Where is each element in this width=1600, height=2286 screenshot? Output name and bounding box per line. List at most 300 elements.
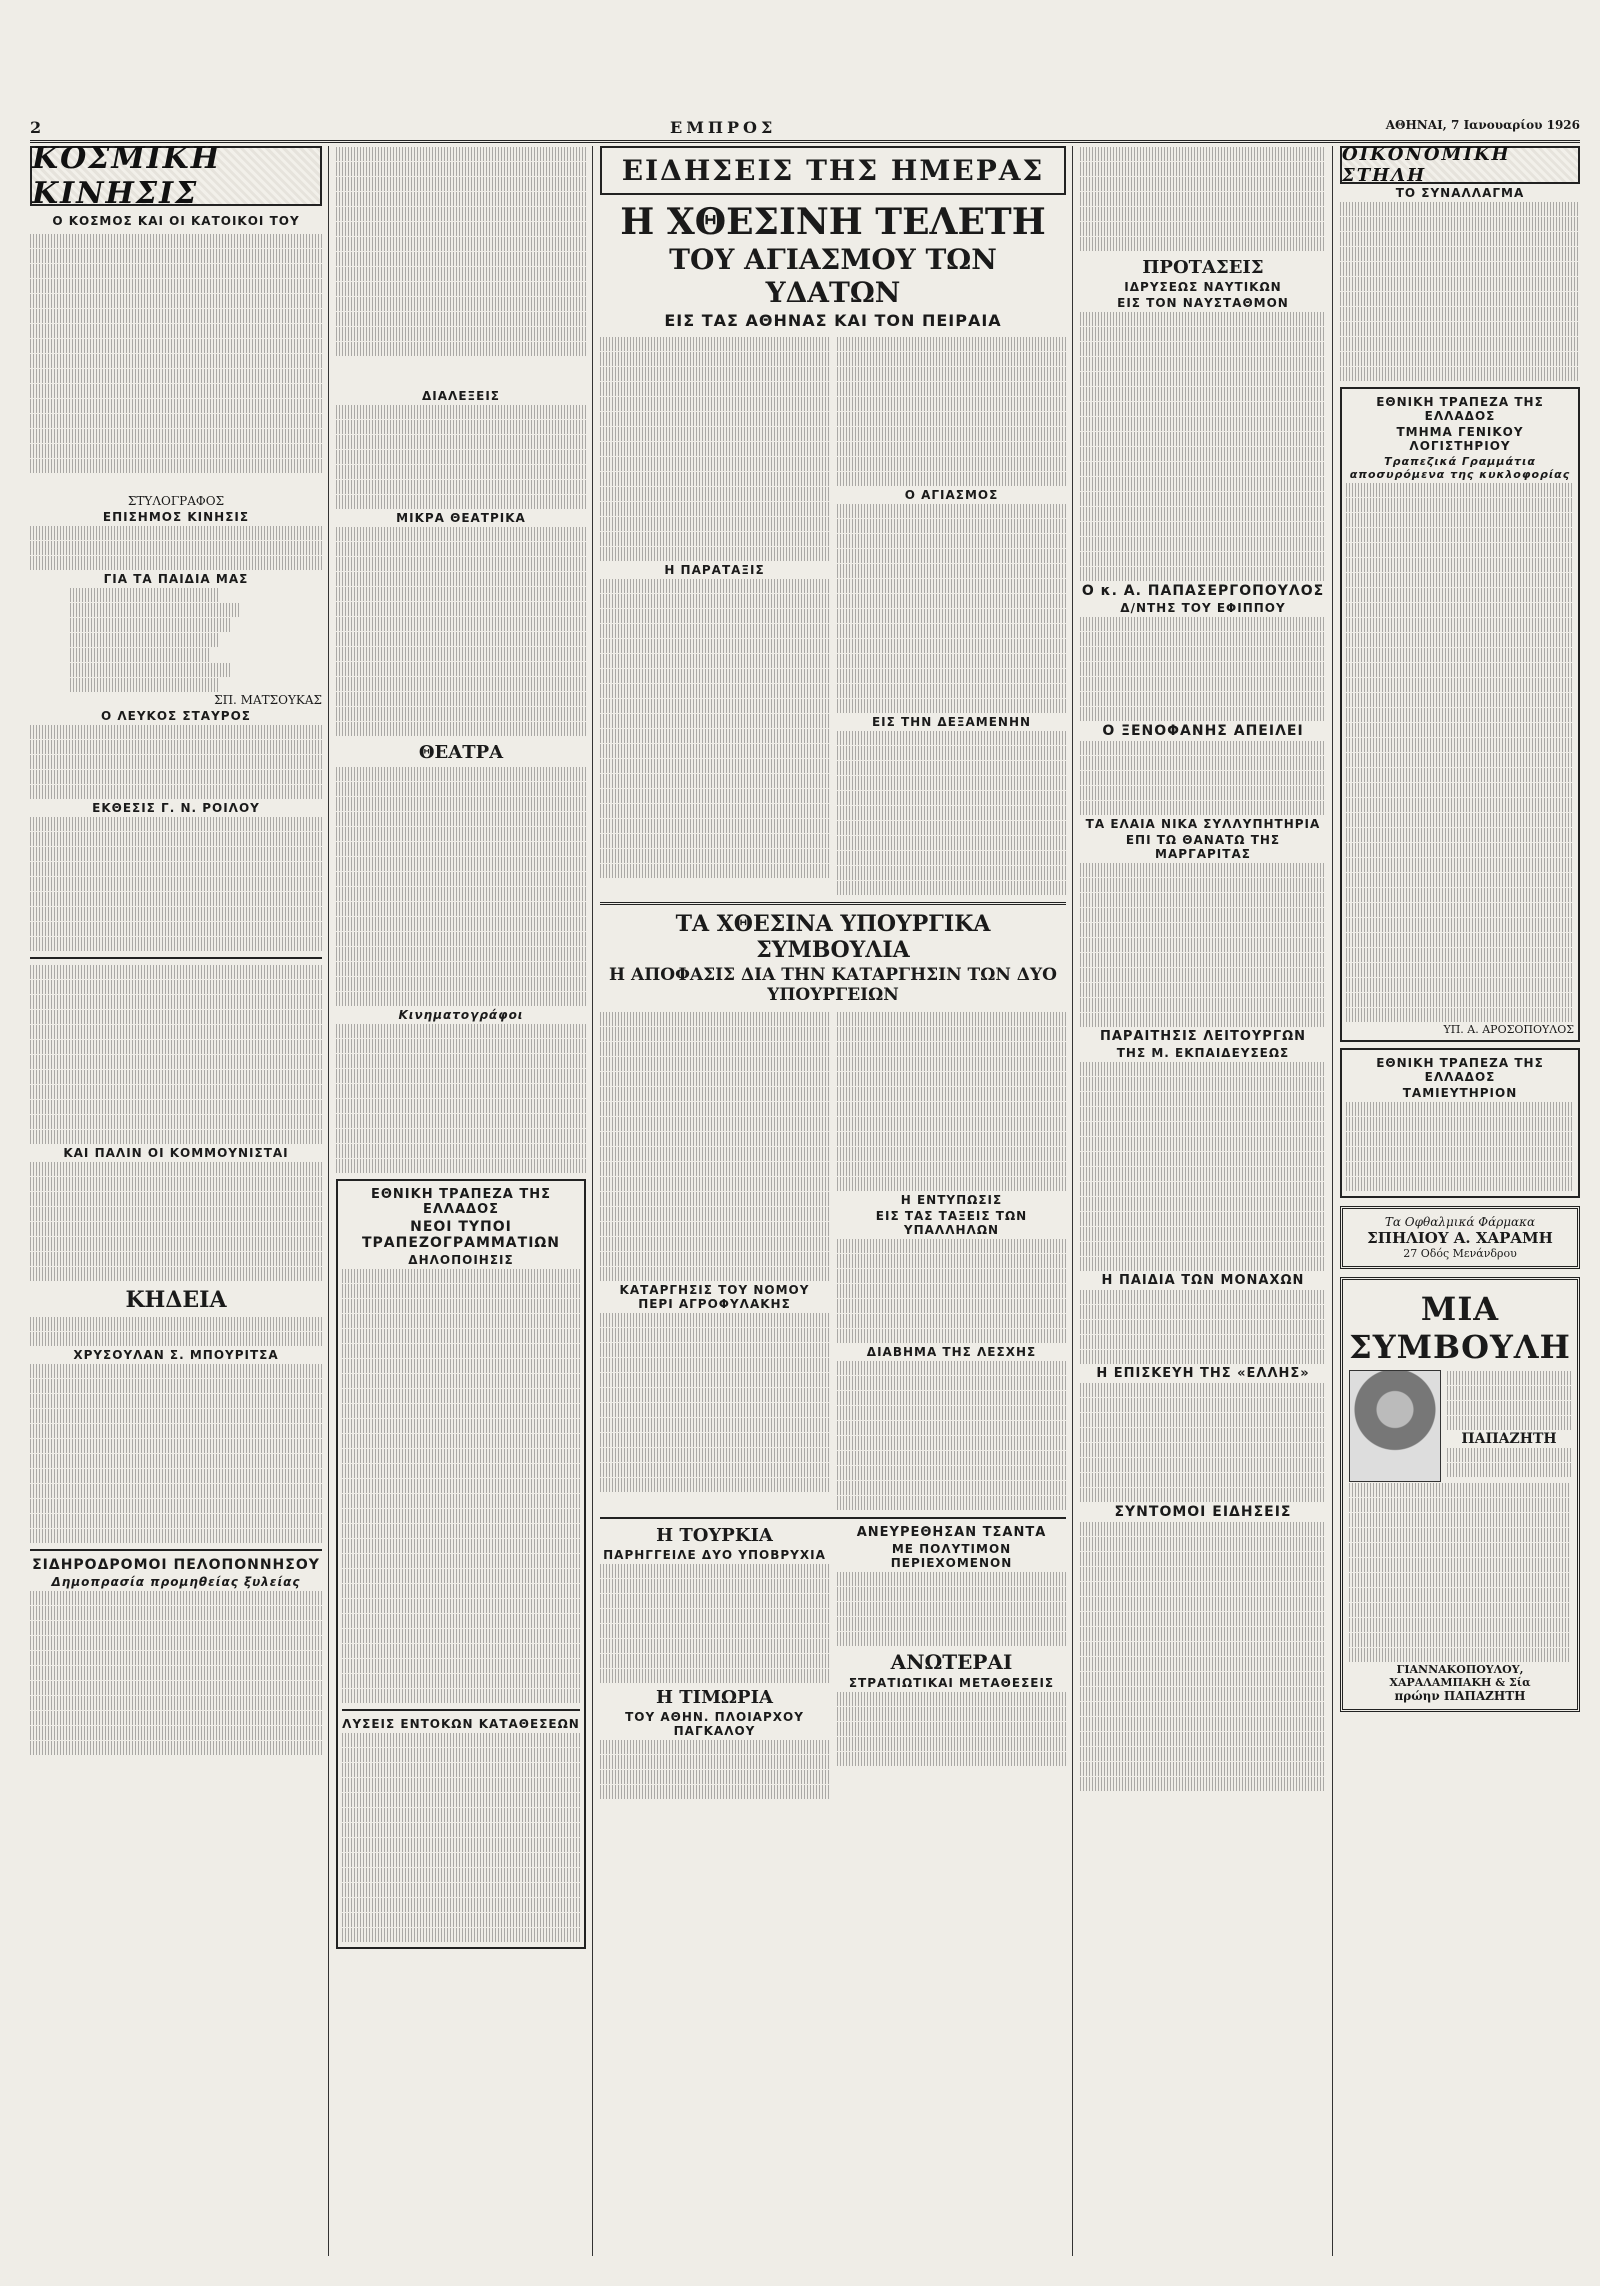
- text-line: [837, 1451, 1066, 1465]
- text-line: [336, 147, 586, 161]
- text-line: [30, 1085, 322, 1099]
- page-header: [30, 118, 1580, 143]
- text-line: [1080, 462, 1326, 476]
- text-line: [1346, 753, 1574, 767]
- signature: ΣΠ. ΜΑΤΣΟΥΚΑΣ: [214, 693, 322, 707]
- text-line: [336, 1069, 586, 1083]
- text-line: [1346, 768, 1574, 782]
- text-line: [600, 1418, 829, 1432]
- text-line: [1346, 588, 1574, 602]
- text-line: [600, 367, 829, 381]
- text-line: [1349, 1573, 1571, 1587]
- ad-line: ΓΙΑΝΝΑΚΟΠΟΥΛΟΥ, ΧΑΡΑΛΑΜΠΑΚΗ & Σία: [1389, 1663, 1531, 1689]
- text-line: [1080, 357, 1326, 371]
- text-line: [600, 1639, 829, 1653]
- text-line: [600, 1162, 829, 1176]
- text-line: [600, 774, 829, 788]
- text-line: [1080, 552, 1326, 566]
- text-line: [342, 1434, 580, 1448]
- text-line: [1080, 953, 1326, 967]
- column-5: [1340, 146, 1580, 2256]
- text-line: [1080, 1398, 1326, 1412]
- text-line: [837, 639, 1066, 653]
- text-line: [1080, 1227, 1326, 1241]
- text-line: [30, 1651, 322, 1665]
- text-line: [336, 767, 586, 781]
- text-line: [30, 1207, 322, 1221]
- text-line: [837, 654, 1066, 668]
- text-line: [1340, 232, 1580, 246]
- text-line: [1346, 873, 1574, 887]
- text-line: [837, 1602, 1066, 1616]
- text-line: [600, 1328, 829, 1342]
- text-line: [600, 1012, 829, 1026]
- text-line: [342, 1808, 580, 1822]
- text-line: [30, 1666, 322, 1680]
- text-line: [837, 1496, 1066, 1510]
- text-line: [336, 662, 586, 676]
- text-line: [30, 234, 322, 248]
- text-line: [600, 1207, 829, 1221]
- text-line: [336, 450, 586, 464]
- text-line: [30, 1332, 322, 1346]
- text-line: [600, 759, 829, 773]
- text-line: [342, 1733, 580, 1747]
- section-heading: ΔΙΑΛΕΞΕΙΣ: [422, 389, 500, 403]
- text-line: [70, 663, 230, 677]
- text-line: [336, 722, 586, 736]
- text-line: [1346, 813, 1574, 827]
- text-line: [837, 382, 1066, 396]
- text-line: [1080, 1732, 1326, 1746]
- text-line: [837, 1027, 1066, 1041]
- text-line: [1080, 192, 1326, 206]
- text-line: [1080, 1488, 1326, 1502]
- text-line: [1346, 1008, 1574, 1022]
- text-line: [600, 1343, 829, 1357]
- text-line: [600, 472, 829, 486]
- text-line: [1080, 923, 1326, 937]
- text-line: [1080, 1582, 1326, 1596]
- text-line: [600, 1192, 829, 1206]
- text-line: [837, 1481, 1066, 1495]
- text-line: [837, 1617, 1066, 1631]
- pharmacy-ad: [1340, 1206, 1580, 1269]
- text-line: [1340, 307, 1580, 321]
- text-line: [30, 740, 322, 754]
- text-line: [342, 1479, 580, 1493]
- text-line: [30, 995, 322, 1009]
- text-line: [336, 797, 586, 811]
- text-line: [1080, 1137, 1326, 1151]
- text-line: [70, 678, 220, 692]
- text-line: [336, 1159, 586, 1173]
- text-line: [30, 369, 322, 383]
- text-line: [1346, 513, 1574, 527]
- notice-title: ΕΘΝΙΚΗ ΤΡΑΠΕΖΑ ΤΗΣ ΕΛΛΑΔΟΣ: [371, 1187, 551, 1217]
- text-line: [1080, 938, 1326, 952]
- text-line: [336, 587, 586, 601]
- text-line: [837, 1117, 1066, 1131]
- text-line: [30, 1192, 322, 1206]
- text-line: [30, 980, 322, 994]
- text-line: [30, 1177, 322, 1191]
- section-heading: Ο ΛΕΥΚΟΣ ΣΤΑΥΡΟΣ: [101, 709, 251, 723]
- text-line: [1080, 477, 1326, 491]
- text-line: [1080, 741, 1326, 755]
- text-line: [30, 279, 322, 293]
- kideia-heading: ΚΗΔΕΙΑ: [125, 1287, 227, 1313]
- text-line: [1447, 1386, 1571, 1400]
- text-line: [342, 1883, 580, 1897]
- section-subheading: ΕΠΙ ΤΩ ΘΑΝΑΤΩ ΤΗΣ ΜΑΡΓΑΡΙΤΑΣ: [1125, 833, 1281, 861]
- section-heading: ΠΡΟΤΑΣΕΙΣ: [1142, 257, 1264, 278]
- article-subheadline: ΠΑΡΗΓΓΕΙΛΕ ΔΥΟ ΥΠΟΒΡΥΧΙΑ: [603, 1548, 826, 1562]
- text-line: [1447, 1416, 1571, 1430]
- text-line: [837, 806, 1066, 820]
- text-line: [1080, 1305, 1326, 1319]
- text-line: [30, 1162, 322, 1176]
- headline-second: ΤΟΥ ΑΓΙΑΣΜΟΥ ΤΩΝ ΥΔΑΤΩΝ: [669, 243, 997, 309]
- text-line: [600, 547, 829, 561]
- text-line: [1340, 277, 1580, 291]
- text-line: [336, 327, 586, 341]
- subheading: ΚΑΤΑΡΓΗΣΙΣ ΤΟΥ ΝΟΜΟΥ ΠΕΡΙ ΑΓΡΟΦΥΛΑΚΗΣ: [619, 1283, 810, 1311]
- article-text-block: [30, 234, 322, 494]
- text-line: [837, 504, 1066, 518]
- text-line: [30, 1454, 322, 1468]
- text-line: [1080, 507, 1326, 521]
- text-line: [336, 707, 586, 721]
- section-heading: ΠΑΡΑΙΤΗΣΙΣ ΛΕΙΤΟΥΡΓΩΝ: [1099, 1029, 1307, 1044]
- text-line: [336, 252, 586, 266]
- section-heading: Η ΕΠΙΣΚΕΥΗ ΤΗΣ «ΕΛΛΗΣ»: [1096, 1366, 1310, 1381]
- text-line: [30, 1317, 322, 1331]
- text-line: [1080, 908, 1326, 922]
- text-line: [1080, 1320, 1326, 1334]
- text-line: [30, 1529, 322, 1543]
- text-line: [837, 761, 1066, 775]
- text-line: [30, 1499, 322, 1513]
- text-line: [1340, 262, 1580, 276]
- text-line: [30, 264, 322, 278]
- text-line: [600, 352, 829, 366]
- text-line: [336, 947, 586, 961]
- center-section: [600, 146, 1066, 2256]
- text-line: [837, 791, 1066, 805]
- text-line: [1340, 217, 1580, 231]
- text-line: [600, 789, 829, 803]
- text-line: [30, 414, 322, 428]
- text-line: [600, 1785, 829, 1799]
- text-line: [837, 1329, 1066, 1343]
- text-line: [1346, 633, 1574, 647]
- text-line: [1080, 632, 1326, 646]
- text-line: [1080, 893, 1326, 907]
- notice-subtitle: ΤΜΗΜΑ ΓΕΝΙΚΟΥ ΛΟΓΙΣΤΗΡΙΟΥ: [1396, 425, 1524, 453]
- text-line: [336, 1054, 586, 1068]
- text-line: [1080, 1152, 1326, 1166]
- text-line: [600, 442, 829, 456]
- text-line: [1080, 1537, 1326, 1551]
- text-line: [837, 731, 1066, 745]
- text-line: [837, 412, 1066, 426]
- text-line: [342, 1853, 580, 1867]
- text-line: [837, 1587, 1066, 1601]
- text-line: [837, 1421, 1066, 1435]
- text-line: [30, 1591, 322, 1605]
- text-line: [600, 1624, 829, 1638]
- text-line: [837, 1239, 1066, 1253]
- text-line: [1447, 1448, 1571, 1462]
- notice-title: ΕΘΝΙΚΗ ΤΡΑΠΕΖΑ ΤΗΣ ΕΛΛΑΔΟΣ: [1376, 395, 1544, 423]
- text-line: [30, 354, 322, 368]
- text-line: [1349, 1543, 1571, 1557]
- text-line: [1080, 983, 1326, 997]
- text-line: [1346, 978, 1574, 992]
- text-line: [600, 1252, 829, 1266]
- text-line: [600, 1755, 829, 1769]
- paper-name: ΕΜΠΡΟΣ: [670, 118, 777, 137]
- text-line: [1080, 771, 1326, 785]
- text-line: [336, 632, 586, 646]
- text-line: [600, 397, 829, 411]
- text-line: [837, 1707, 1066, 1721]
- text-line: [600, 804, 829, 818]
- text-line: [837, 1466, 1066, 1480]
- text-line: [600, 669, 829, 683]
- text-line: [30, 556, 322, 570]
- text-line: [1080, 863, 1326, 877]
- text-line: [336, 267, 586, 281]
- text-line: [1346, 573, 1574, 587]
- text-line: [1080, 1747, 1326, 1761]
- text-line: [336, 917, 586, 931]
- text-line: [336, 162, 586, 176]
- text-line: [600, 1654, 829, 1668]
- text-line: [1346, 843, 1574, 857]
- text-line: [600, 864, 829, 878]
- text-line: [30, 1379, 322, 1393]
- text-line: [336, 312, 586, 326]
- text-line: [600, 684, 829, 698]
- section-subtitle: ΤΟ ΣΥΝΑΛΛΑΓΜΑ: [1395, 186, 1525, 200]
- column-rule: [328, 146, 329, 2256]
- text-line: [336, 420, 586, 434]
- page-number: 2: [30, 118, 42, 137]
- text-line: [1080, 1443, 1326, 1457]
- text-line: [1340, 202, 1580, 216]
- theatres-heading: ΘΕΑΤΡΑ: [418, 742, 504, 763]
- text-line: [1080, 1062, 1326, 1076]
- text-line: [1080, 1657, 1326, 1671]
- text-line: [1080, 522, 1326, 536]
- text-line: [1349, 1603, 1571, 1617]
- text-line: [30, 1469, 322, 1483]
- text-line: [1346, 528, 1574, 542]
- text-line: [837, 1042, 1066, 1056]
- section-heading: ΚΑΙ ΠΑΛΙΝ ΟΙ ΚΟΜΜΟΥΝΙΣΤΑΙ: [63, 1146, 289, 1160]
- text-line: [1080, 492, 1326, 506]
- column-2: [336, 146, 586, 2256]
- text-line: [1346, 543, 1574, 557]
- text-line: [837, 564, 1066, 578]
- text-line: [30, 817, 322, 831]
- text-line: [1080, 1413, 1326, 1427]
- text-line: [1080, 312, 1326, 326]
- text-line: [837, 472, 1066, 486]
- text-line: [1340, 352, 1580, 366]
- text-line: [837, 1012, 1066, 1026]
- text-line: [336, 237, 586, 251]
- text-line: [600, 1609, 829, 1623]
- text-line: [1080, 707, 1326, 721]
- text-line: [342, 1868, 580, 1882]
- text-line: [837, 669, 1066, 683]
- text-line: [342, 1344, 580, 1358]
- economic-masthead: ΟΙΚΟΝΟΜΙΚΗ ΣΤΗΛΗ: [1340, 146, 1580, 184]
- text-line: [342, 1299, 580, 1313]
- text-line: [336, 857, 586, 871]
- subheading: Ο ΑΓΙΑΣΜΟΣ: [904, 488, 999, 502]
- text-line: [1080, 372, 1326, 386]
- text-line: [600, 1669, 829, 1683]
- text-line: [30, 1484, 322, 1498]
- article-headline: Η ΤΙΜΩΡΙΑ: [656, 1687, 773, 1708]
- section-heading: ΓΙΑ ΤΑ ΠΑΙΔΙΑ ΜΑΣ: [103, 572, 249, 586]
- section-subheading: ΕΙΣ ΤΟΝ ΝΑΥΣΤΑΘΜΟΝ: [1117, 296, 1289, 310]
- text-line: [1349, 1558, 1571, 1572]
- text-line: [1080, 1092, 1326, 1106]
- text-line: [600, 1594, 829, 1608]
- text-line: [30, 1741, 322, 1755]
- text-line: [837, 549, 1066, 563]
- text-line: [1080, 1627, 1326, 1641]
- text-line: [342, 1449, 580, 1463]
- text-line: [1080, 801, 1326, 815]
- text-line: [342, 1644, 580, 1658]
- text-line: [336, 222, 586, 236]
- text-line: [70, 603, 240, 617]
- text-line: [1346, 648, 1574, 662]
- text-line: [342, 1913, 580, 1927]
- text-line: [1080, 692, 1326, 706]
- text-line: [600, 1072, 829, 1086]
- text-line: [30, 907, 322, 921]
- text-line: [600, 624, 829, 638]
- text-line: [1349, 1513, 1571, 1527]
- text-line: [336, 902, 586, 916]
- text-line: [30, 1409, 322, 1423]
- text-line: [342, 1359, 580, 1373]
- text-line: [336, 692, 586, 706]
- text-line: [837, 1752, 1066, 1766]
- text-line: [342, 1374, 580, 1388]
- text-line: [837, 776, 1066, 790]
- text-line: [342, 1763, 580, 1777]
- text-line: [837, 1132, 1066, 1146]
- text-line: [837, 1737, 1066, 1751]
- text-line: [342, 1269, 580, 1283]
- text-line: [837, 1361, 1066, 1375]
- text-line: [1080, 177, 1326, 191]
- article-headline: Η ΤΟΥΡΚΙΑ: [656, 1525, 773, 1546]
- article-subheadline: ΣΤΡΑΤΙΩΤΙΚΑΙ ΜΕΤΑΘΕΣΕΙΣ: [848, 1676, 1055, 1690]
- text-line: [1080, 1552, 1326, 1566]
- text-line: [837, 866, 1066, 880]
- text-line: [342, 1614, 580, 1628]
- text-line: [336, 827, 586, 841]
- text-line: [600, 457, 829, 471]
- text-line: [1346, 798, 1574, 812]
- text-line: [1346, 603, 1574, 617]
- text-line: [1080, 387, 1326, 401]
- text-line: [70, 633, 220, 647]
- text-line: [336, 177, 586, 191]
- text-line: [1080, 1122, 1326, 1136]
- text-line: [1080, 207, 1326, 221]
- kosmiki-masthead: ΚΟΣΜΙΚΗ ΚΙΝΗΣΙΣ: [30, 146, 322, 206]
- text-line: [1080, 1597, 1326, 1611]
- text-line: [600, 502, 829, 516]
- text-line: [30, 1222, 322, 1236]
- text-line: [1080, 1612, 1326, 1626]
- text-line: [837, 457, 1066, 471]
- text-line: [1080, 327, 1326, 341]
- text-line: [600, 1313, 829, 1327]
- text-line: [837, 1376, 1066, 1390]
- text-line: [336, 932, 586, 946]
- article-headline: ΑΝΕΥΡΕΘΗΣΑΝ ΤΣΑΝΤΑ: [856, 1525, 1047, 1540]
- text-line: [600, 654, 829, 668]
- text-line: [30, 1364, 322, 1378]
- text-line: [336, 1144, 586, 1158]
- text-line: [837, 1147, 1066, 1161]
- text-line: [30, 725, 322, 739]
- text-line: [70, 648, 210, 662]
- text-line: [1080, 1702, 1326, 1716]
- text-line: [1346, 663, 1574, 677]
- text-line: [30, 1010, 322, 1024]
- section-heading: Ο ΞΕΝΟΦΑΝΗΣ ΑΠΕΙΛΕΙ: [1102, 723, 1304, 739]
- text-line: [1346, 678, 1574, 692]
- text-line: [837, 1572, 1066, 1586]
- text-line: [600, 1147, 829, 1161]
- text-line: [342, 1928, 580, 1942]
- ad-line: 27 Οδός Μενάνδρου: [1403, 1247, 1517, 1260]
- text-line: [336, 992, 586, 1006]
- section-subheading: Δ/ΝΤΗΣ ΤΟΥ ΕΦΙΠΠΟΥ: [1120, 601, 1286, 615]
- text-line: [837, 352, 1066, 366]
- text-line: [30, 1621, 322, 1635]
- text-line: [336, 1084, 586, 1098]
- text-line: [1346, 483, 1574, 497]
- bank-notice: [336, 1179, 586, 1949]
- section-subheading: ΙΔΡΥΣΕΩΣ ΝΑΥΤΙΚΩΝ: [1124, 280, 1282, 294]
- text-line: [1080, 1383, 1326, 1397]
- text-line: [30, 1130, 322, 1144]
- text-line: [1080, 1350, 1326, 1364]
- text-line: [1346, 1162, 1574, 1176]
- text-line: [837, 1284, 1066, 1298]
- text-line: [1080, 1077, 1326, 1091]
- subheading: ΕΙΣ ΤΗΝ ΔΕΞΑΜΕΝΗΝ: [871, 715, 1032, 729]
- text-line: [600, 1448, 829, 1462]
- text-line: [837, 337, 1066, 351]
- text-line: [600, 517, 829, 531]
- text-line: [837, 1299, 1066, 1313]
- text-line: [342, 1314, 580, 1328]
